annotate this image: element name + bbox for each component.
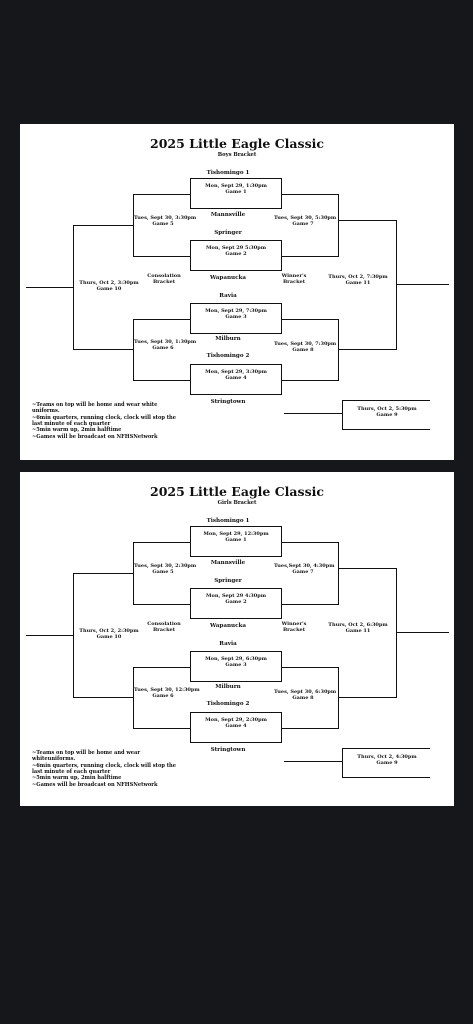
winners-text: Bracket [282, 278, 306, 285]
game11-label [326, 623, 390, 634]
game3-date: Mon, Sept 29, 6:30pm [205, 656, 267, 662]
note-line: ~5min warm up, 2min halftime [32, 427, 122, 434]
winners-text: Winner's [281, 621, 307, 627]
game5-label [134, 563, 197, 575]
game7-label [274, 563, 335, 575]
consolation-text: Consolation [147, 621, 181, 627]
bracket-line [282, 380, 338, 381]
winners-label [270, 274, 318, 285]
bracket-line [342, 777, 430, 778]
note-line: ~6min quarters, running clock, clock will stop the last minute of each quarter [32, 414, 176, 428]
bracket-line [134, 542, 190, 543]
game6-date: Tues, Sept 30, 1:30pm [134, 339, 197, 345]
bracket-line [74, 349, 134, 350]
team-name: Ravia [219, 641, 237, 647]
bracket-line [134, 604, 190, 605]
game9-label [344, 755, 430, 766]
game2-date: Mon, Sept 29 4:30pm [205, 593, 267, 599]
game7-date: Tues, Sept 30, 5:30pm [274, 215, 337, 221]
bracket-line [397, 632, 449, 633]
bracket-line [74, 697, 134, 698]
game2-box [190, 588, 282, 619]
bracket-line [134, 256, 190, 257]
consolation-label [140, 274, 188, 285]
game5-label [134, 215, 197, 227]
game3-label: Game 3 [225, 314, 247, 321]
bracket-line [342, 429, 430, 430]
game2-label: Game 2 [225, 599, 247, 606]
game9-game: Game 9 [376, 759, 398, 766]
game4-box [190, 364, 282, 395]
team-name: Springer [214, 230, 242, 236]
team-name: Tishomingo 2 [206, 701, 250, 707]
bracket-line [134, 194, 190, 195]
game7-date: Tues,Sept 30, 4:30pm [274, 563, 335, 569]
game2-box [190, 240, 282, 271]
team-name: Mannsville [210, 560, 246, 566]
bracket-line [339, 697, 397, 698]
team-name: Tishomingo 2 [206, 353, 250, 359]
game5-date: Tues, Sept 30, 3:30pm [134, 215, 197, 221]
bracket-line [26, 635, 74, 636]
team-name: Stringtown [210, 747, 246, 753]
bracket-line [339, 568, 397, 569]
girls-bracket-sheet [20, 472, 454, 806]
game8-label [274, 341, 337, 353]
consolation-text: Bracket [152, 626, 176, 633]
bracket-line [284, 761, 342, 762]
bracket-line [339, 349, 397, 350]
winners-text: Winner's [281, 273, 307, 279]
consolation-label [140, 622, 188, 633]
game10-label [76, 281, 142, 292]
game4-label: Game 4 [225, 375, 247, 382]
game3-box [190, 303, 282, 334]
team-name: Milburn [215, 684, 241, 690]
team-name: Stringtown [210, 399, 246, 405]
game9-label [344, 407, 430, 418]
note-line: ~5min warm up, 2min halftime [32, 775, 122, 782]
game11-date: Thurs, Oct 2, 6:30pm [328, 622, 388, 628]
game7-game: Game 7 [292, 220, 314, 227]
team-name: Tishomingo 1 [206, 518, 250, 524]
game1-label: Game 1 [225, 537, 247, 544]
team-name: Springer [214, 578, 242, 584]
game1-box [190, 178, 282, 209]
note-line: ~6min quarters, running clock, clock will stop the last minute of each quarter [32, 762, 176, 776]
team-name: Mannsville [210, 212, 246, 218]
game1-label: Game 1 [225, 189, 247, 196]
game8-date: Tues, Sept 30, 7:30pm [274, 341, 337, 347]
game3-label: Game 3 [225, 662, 247, 669]
game11-date: Thurs, Oct 2, 7:30pm [328, 274, 388, 280]
game3-box [190, 651, 282, 682]
game10-game: Game 10 [96, 285, 122, 292]
consolation-text: Bracket [152, 278, 176, 285]
bracket-line [397, 284, 449, 285]
team-name: Wapanucka [210, 275, 246, 281]
bracket-line [339, 220, 397, 221]
game8-game: Game 8 [292, 346, 314, 353]
winners-text: Bracket [282, 626, 306, 633]
game9-game: Game 9 [376, 411, 398, 418]
bracket-line [26, 287, 74, 288]
bracket-line [342, 400, 430, 401]
bracket-line [282, 542, 338, 543]
notes [32, 402, 182, 440]
note-line: ~Games will be broadcast on NFHSNetwork [32, 433, 158, 440]
team-name: Wapanucka [210, 623, 246, 629]
bracket-line [74, 225, 134, 226]
game11-label [326, 275, 390, 286]
game8-game: Game 8 [292, 694, 314, 701]
bracket-line [74, 573, 134, 574]
team-name: Milburn [215, 336, 241, 342]
note-line: ~Teams on top will be home and wear white uniforms. [32, 402, 158, 415]
bracket-line [282, 319, 338, 320]
bracket-subtitle: Boys Bracket [217, 152, 257, 158]
bracket-line [282, 667, 338, 668]
note-line: ~Games will be broadcast on NFHSNetwork [32, 781, 158, 788]
game9-date: Thurs, Oct 2, 5:30pm [357, 406, 417, 412]
bracket-line [134, 728, 190, 729]
game10-game: Game 10 [96, 633, 122, 640]
game6-game: Game 6 [152, 344, 174, 351]
game1-box [190, 526, 282, 557]
bracket-line [284, 413, 342, 414]
bracket-line [282, 256, 338, 257]
bracket-line [342, 748, 430, 749]
game5-game: Game 5 [152, 568, 174, 575]
bracket-title: 2025 Little Eagle Classic [150, 484, 324, 499]
game4-date: Mon, Sept 29, 3:30pm [205, 369, 267, 375]
game6-game: Game 6 [152, 692, 174, 699]
team-name: Ravia [219, 293, 237, 299]
game10-date: Thurs, Oct 2, 3:30pm [79, 280, 139, 286]
notes [32, 750, 182, 788]
game7-game: Game 7 [292, 568, 314, 575]
game10-date: Thurs, Oct 2, 2:30pm [79, 628, 139, 634]
game6-label [134, 687, 200, 699]
bracket-line [282, 604, 338, 605]
game5-date: Tues, Sept 30, 2:30pm [134, 563, 197, 569]
game10-label [76, 629, 142, 640]
game2-date: Mon, Sept 29 5:30pm [205, 245, 267, 251]
game3-date: Mon, Sept 29, 7:30pm [205, 308, 267, 314]
game1-date: Mon, Sept 29, 1:30pm [205, 183, 267, 189]
game4-box [190, 712, 282, 743]
bracket-line [338, 194, 339, 257]
bracket-line [134, 380, 190, 381]
game1-date: Mon, Sept 29, 12:30pm [203, 531, 269, 537]
game7-label [274, 215, 337, 227]
bracket-line [338, 542, 339, 605]
winners-label [270, 622, 318, 633]
game11-game: Game 11 [345, 627, 371, 634]
game5-game: Game 5 [152, 220, 174, 227]
game8-date: Tues, Sept 30, 6:30pm [274, 689, 337, 695]
bracket-title: 2025 Little Eagle Classic [150, 136, 324, 151]
consolation-text: Consolation [147, 273, 181, 279]
bracket-subtitle: Girls Bracket [217, 500, 257, 506]
game4-label: Game 4 [225, 723, 247, 730]
bracket-line [282, 728, 338, 729]
game9-date: Thurs, Oct 2, 4:30pm [357, 754, 417, 760]
game8-label [274, 689, 337, 701]
boys-bracket-sheet [20, 124, 454, 460]
bracket-line [134, 319, 190, 320]
bracket-line [134, 667, 190, 668]
game6-label [134, 339, 197, 351]
game4-date: Mon, Sept 29, 2:30pm [205, 717, 267, 723]
game2-label: Game 2 [225, 251, 247, 258]
game6-date: Tues, Sept 30, 12:30pm [134, 687, 200, 693]
note-line: ~Teams on top will be home and wear whiteuniforms. [32, 750, 140, 763]
team-name: Tishomingo 1 [206, 170, 250, 176]
game11-game: Game 11 [345, 279, 371, 286]
bracket-line [282, 194, 338, 195]
